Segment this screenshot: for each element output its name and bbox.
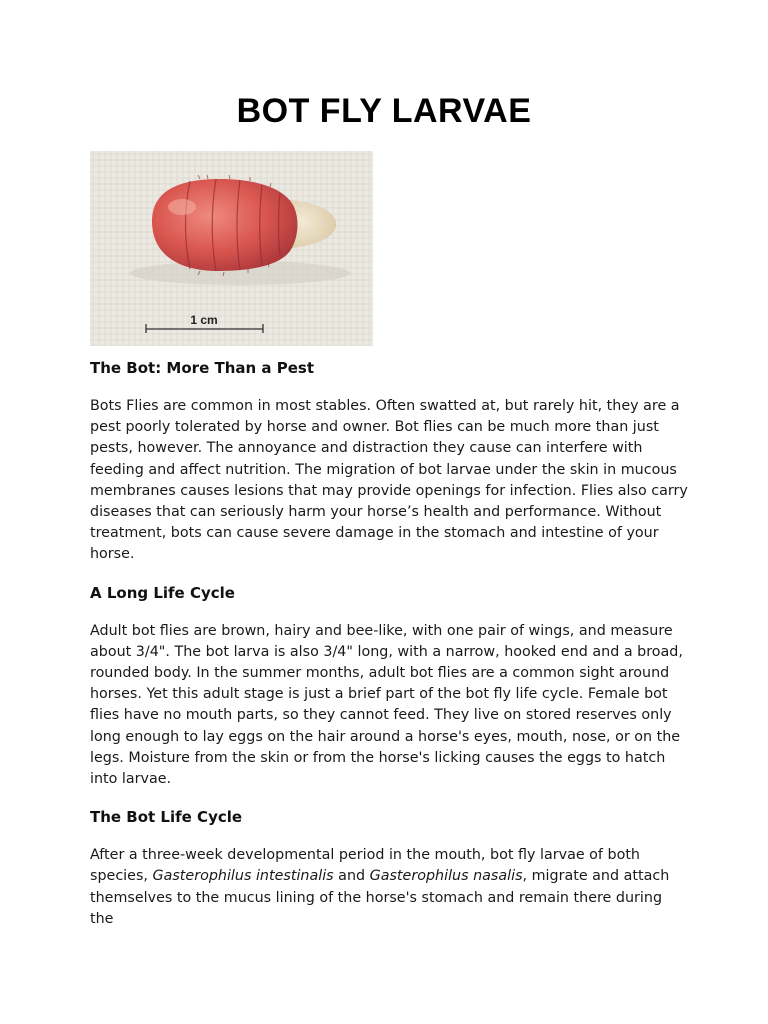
paragraph-text-start: After a three-week developmental period in the mouth, bot fly larvae of both species, (90, 847, 640, 885)
section-paragraph-bot-life-cycle (90, 845, 690, 930)
section-paragraph-pest: Bots Flies are common in most stables. Often swatted at, but rarely hit, they are a pest poorly tolerated by horse and owner. Bot flies can be much more than just pests, however. The annoyance and distraction they cause can interfere with feeding and affect nutrition. The migration of bot larvae under the skin in mucous membranes causes lesions that may provide openings for infection. Flies also carry diseases that can seriously harm your horse’s health and performance. Without treatment, bots can cause severe damage in the stomach and intestine of your horse. (90, 398, 688, 563)
larva-illustration (90, 151, 373, 346)
section-heading-life-cycle: A Long Life Cycle (90, 583, 235, 602)
species-name-intestinalis: Gasterophilus intestinalis (152, 868, 334, 885)
bot-fly-larva-photo (90, 151, 373, 346)
document-title: BOT FLY LARVAE (236, 92, 532, 130)
species-name-nasalis: Gasterophilus nasalis (369, 868, 523, 885)
larva-highlight (168, 199, 196, 215)
larva-body (152, 179, 297, 271)
section-heading-bot-life-cycle: The Bot Life Cycle (90, 808, 243, 827)
paragraph-text-middle: and (333, 868, 370, 885)
section-heading-pest: The Bot: More Than a Pest (90, 359, 315, 377)
section-paragraph-life-cycle: Adult bot flies are brown, hairy and bee-like, with one pair of wings, and measure about 3/4". The bot larva is also 3/4" long, with a narrow, hooked end and a broad, rounded body. In the summer months, adult bot flies are a common sight around horses. Yet this adult stage is just a brief part of the bot fly life cycle. Female bot flies have no mouth parts, so they cannot feed. They live on stored reserves only long enough to lay eggs on the hair around a horse's eyes, mouth, nose, or on the legs. Moisture from the skin or from the horse's licking causes the eggs to hatch into larvae. (90, 622, 683, 788)
scale-bar-label: 1 cm (190, 313, 218, 327)
article-body (90, 356, 690, 930)
paragraph-text-end: , migrate and attach themselves to the mucus lining of the horse's stomach and remain there during the (90, 868, 670, 927)
